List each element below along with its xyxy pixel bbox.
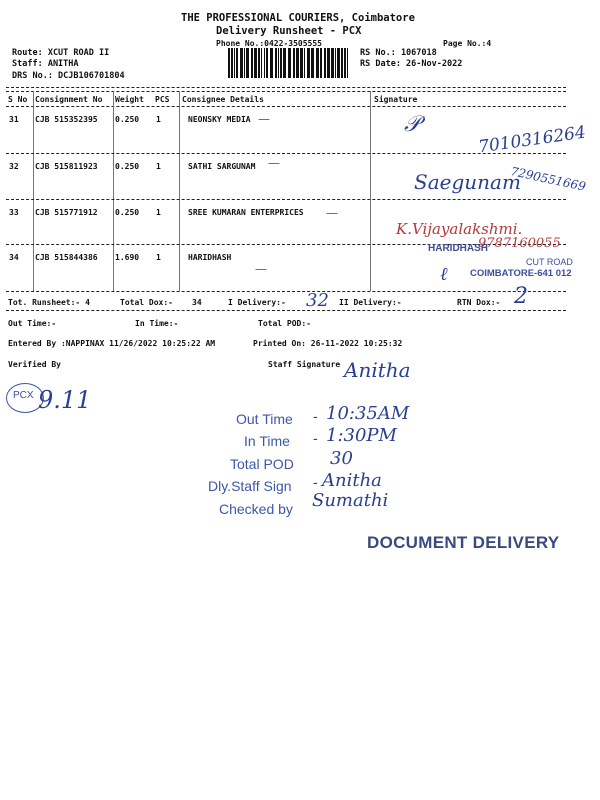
out-time-label: Out Time:-: [8, 319, 57, 328]
i-delivery-label: I Delivery:-: [228, 298, 286, 307]
barcode-bar: [307, 48, 310, 78]
printed-on: Printed On: 26-11-2022 10:25:32: [253, 339, 403, 348]
barcode-bar: [293, 48, 295, 78]
staff: Staff: ANITHA: [12, 59, 79, 69]
barcode-bar: [266, 48, 268, 78]
barcode-bar: [244, 48, 245, 78]
stamp-value-staff-sign: Anitha: [322, 470, 382, 491]
column-line: [370, 91, 371, 291]
row-weight: 0.250: [115, 208, 140, 217]
divider: [6, 310, 566, 311]
ii-delivery-label: II Delivery:-: [339, 298, 402, 307]
signature-row34: ℓ: [440, 264, 448, 285]
verified-by-label: Verified By: [8, 360, 61, 369]
page-number: Page No.:4: [443, 39, 492, 48]
barcode-bar: [280, 48, 282, 78]
stamp-dash: -: [313, 431, 318, 447]
column-header-sno: S No: [8, 95, 28, 104]
total-dox-value: 34: [192, 298, 202, 307]
drs-number: DRS No.: DCJB106701804: [12, 71, 125, 81]
column-header-consignee: Consignee Details: [182, 95, 264, 104]
barcode-bar: [344, 48, 346, 78]
handwritten-phone-row32: 7290551669: [509, 164, 587, 194]
staff-signature-label: Staff Signature: [268, 360, 341, 369]
barcode-bar: [258, 48, 260, 78]
rs-date: RS Date: 26-Nov-2022: [360, 59, 463, 69]
row-consignment: CJB 515844386: [35, 253, 98, 262]
company-stamp-line3: COIMBATORE-641 012: [470, 268, 572, 279]
tick-mark: —: [268, 156, 280, 170]
barcode-bar: [296, 48, 299, 78]
total-pod-label: Total POD:-: [258, 319, 311, 328]
row-consignee: SATHI SARGUNAM: [188, 162, 256, 171]
entered-by: Entered By :NAPPINAX 11/26/2022 10:25:22 AM: [8, 339, 216, 348]
signature-row32: Saegunam: [414, 170, 521, 194]
row-consignee: HARIDHASH: [188, 253, 232, 262]
barcode-bar: [347, 48, 348, 78]
barcode-bar: [264, 48, 265, 78]
column-line: [113, 91, 114, 291]
stamp-value-in-time: 1:30PM: [326, 425, 397, 446]
barcode-bar: [251, 48, 253, 78]
barcode-bar: [275, 48, 277, 78]
row-sno: 32: [9, 162, 19, 171]
column-header-signature: Signature: [374, 95, 418, 104]
barcode-bar: [300, 48, 303, 78]
signature-row31: 𝒫: [404, 112, 420, 137]
rtn-dox-label: RTN Dox:-: [457, 298, 501, 307]
column-header-consignment: Consignment No: [35, 95, 103, 104]
barcode-bar: [335, 48, 336, 78]
barcode-bar: [246, 48, 249, 78]
barcode-bar: [327, 48, 330, 78]
stamp-label-total-pod: Total POD: [230, 456, 294, 472]
barcode-bar: [316, 48, 319, 78]
stamp-label-out-time: Out Time: [236, 411, 293, 427]
tick-mark: —: [258, 112, 270, 126]
barcode-bar: [234, 48, 235, 78]
document-delivery-stamp: DOCUMENT DELIVERY: [367, 533, 560, 552]
barcode-bar: [231, 48, 233, 78]
handwritten-phone-row33: 9787160055: [478, 236, 561, 251]
tick-mark: —: [255, 262, 267, 276]
barcode-bar: [304, 48, 305, 78]
handwritten-phone-row31: 7010316264: [477, 122, 588, 158]
row-pcs: 1: [156, 162, 161, 171]
row-weight: 0.250: [115, 115, 140, 124]
row-weight: 0.250: [115, 162, 140, 171]
row-consignee: NEONSKY MEDIA: [188, 115, 251, 124]
tick-mark: —: [326, 206, 338, 220]
barcode-bar: [331, 48, 334, 78]
barcode: [228, 48, 352, 78]
total-runsheet: Tot. Runsheet:- 4: [8, 298, 90, 307]
row-consignment: CJB 515352395: [35, 115, 98, 124]
company-title: THE PROFESSIONAL COURIERS, Coimbatore: [181, 12, 415, 24]
divider: [6, 106, 566, 107]
handwritten-rtn-dox: 2: [514, 284, 528, 309]
barcode-bar: [320, 48, 322, 78]
stamp-label-in-time: In Time: [244, 433, 290, 449]
company-stamp-line2: CUT ROAD: [526, 257, 573, 267]
row-pcs: 1: [156, 208, 161, 217]
route: Route: XCUT ROAD II: [12, 48, 110, 58]
stamp-label-dly-staff-sign: Dly.Staff Sign: [208, 478, 292, 494]
in-time-label: In Time:-: [135, 319, 179, 328]
barcode-bar: [261, 48, 262, 78]
runsheet-title: Delivery Runsheet - PCX: [216, 25, 362, 37]
barcode-bar: [341, 48, 343, 78]
stamp-value-out-time: 10:35AM: [326, 403, 410, 424]
pcx-stamp-text: PCX: [13, 390, 34, 401]
row-weight: 1.690: [115, 253, 140, 262]
row-consignment: CJB 515771912: [35, 208, 98, 217]
stamp-dash: -: [313, 475, 318, 491]
column-header-weight: Weight: [115, 95, 144, 104]
barcode-bar: [270, 48, 273, 78]
row-sno: 31: [9, 115, 19, 124]
row-pcs: 1: [156, 253, 161, 262]
total-dox-label: Total Dox:-: [120, 298, 173, 307]
barcode-bar: [240, 48, 243, 78]
barcode-bar: [228, 48, 230, 78]
row-sno: 33: [9, 208, 19, 217]
barcode-bar: [278, 48, 279, 78]
barcode-bar: [311, 48, 314, 78]
handwritten-verified: 9.11: [38, 386, 92, 414]
barcode-bar: [324, 48, 326, 78]
stamp-value-checked-by: Sumathi: [312, 490, 389, 511]
row-pcs: 1: [156, 115, 161, 124]
phone-number: Phone No.:0422-3505555: [216, 39, 322, 48]
row-sno: 34: [9, 253, 19, 262]
column-line: [179, 91, 180, 291]
divider: [6, 291, 566, 292]
barcode-bar: [283, 48, 286, 78]
rs-number: RS No.: 1067018: [360, 48, 437, 58]
handwritten-name-row33: K.Vijayalakshmi.: [396, 220, 523, 238]
handwritten-staff-signature: Anitha: [344, 358, 411, 382]
barcode-bar: [337, 48, 340, 78]
row-consignee: SREE KUMARAN ENTERPRICES: [188, 208, 304, 217]
divider: [6, 91, 566, 92]
barcode-bar: [236, 48, 238, 78]
company-stamp-line1: HARIDHASH: [428, 243, 488, 254]
handwritten-i-delivery: 32: [306, 290, 329, 311]
divider: [6, 199, 566, 200]
row-consignment: CJB 515811923: [35, 162, 98, 171]
column-header-pcs: PCS: [155, 95, 170, 104]
stamp-dash: -: [313, 409, 318, 425]
column-line: [33, 91, 34, 291]
stamp-label-checked-by: Checked by: [219, 501, 293, 517]
barcode-bar: [288, 48, 291, 78]
divider: [6, 87, 566, 88]
stamp-value-total-pod: 30: [330, 448, 353, 469]
barcode-bar: [254, 48, 257, 78]
